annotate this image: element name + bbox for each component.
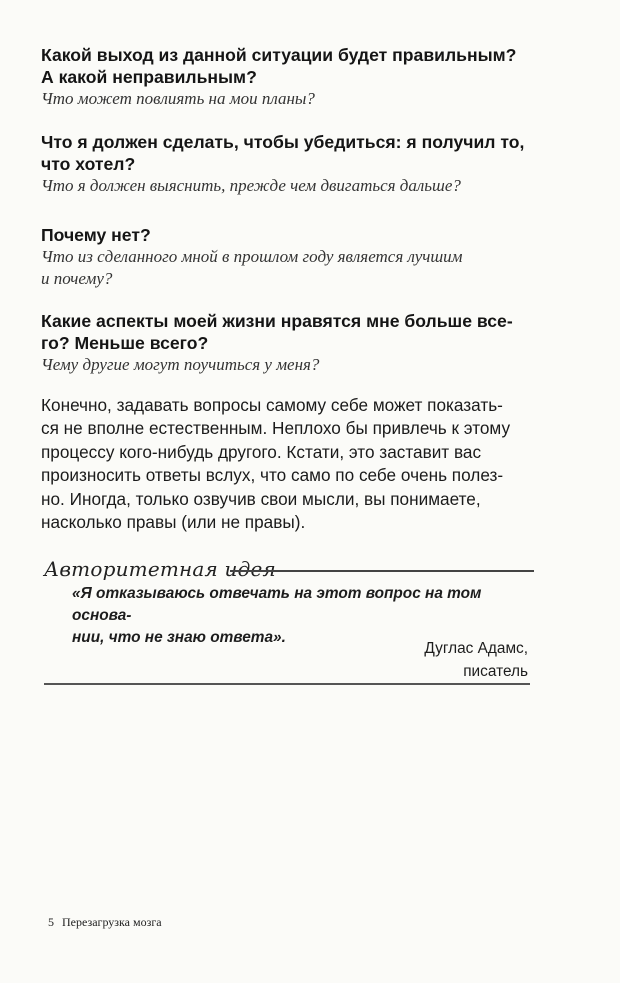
author-name: Дуглас Адамс,: [424, 640, 528, 657]
divider: [44, 683, 530, 685]
book-title: Перезагрузка мозга: [62, 915, 162, 929]
question-block: [41, 131, 541, 197]
question-text: Какой выход из данной ситуации будет правильным? А какой неправильным?: [41, 45, 517, 87]
idea-box-header: [44, 556, 534, 586]
question-block: [41, 44, 541, 110]
quote-attribution: [424, 637, 528, 683]
question-block: [41, 310, 541, 376]
answer-text: Что может повлиять на мои планы?: [41, 89, 315, 108]
divider: [230, 570, 534, 572]
page-number: 5: [48, 915, 54, 929]
idea-box-title: Авторитетная идея: [44, 557, 276, 581]
answer-text: Чему другие могут поучиться у меня?: [41, 355, 320, 374]
page-footer: [48, 915, 162, 930]
answer-text: Что я должен выяснить, прежде чем двигаться дальше?: [41, 176, 461, 195]
quote-text: «Я отказываюсь отвечать на этот вопрос на том основа- нии, что не знаю ответа».: [72, 585, 482, 646]
question-text: Что я должен сделать, чтобы убедиться: я получил то, что хотел?: [41, 132, 525, 174]
question-text: Какие аспекты моей жизни нравятся мне больше все- го? Меньше всего?: [41, 311, 513, 353]
body-paragraph: Конечно, задавать вопросы самому себе может показать- ся не вполне естественным. Неплохо бы привлечь к этому процессу кого-нибудь другого. Кстати, это заставит вас произносить ответы вслух, что само по себе очень полез- но. Иногда, только озвучив свои мысли, вы понимаете, насколько правы (или не правы).: [41, 395, 511, 533]
question-text: Почему нет?: [41, 225, 151, 245]
question-block: [41, 224, 541, 290]
author-role: писатель: [463, 663, 528, 680]
answer-text: Что из сделанного мной в прошлом году является лучшим и почему?: [41, 247, 463, 288]
